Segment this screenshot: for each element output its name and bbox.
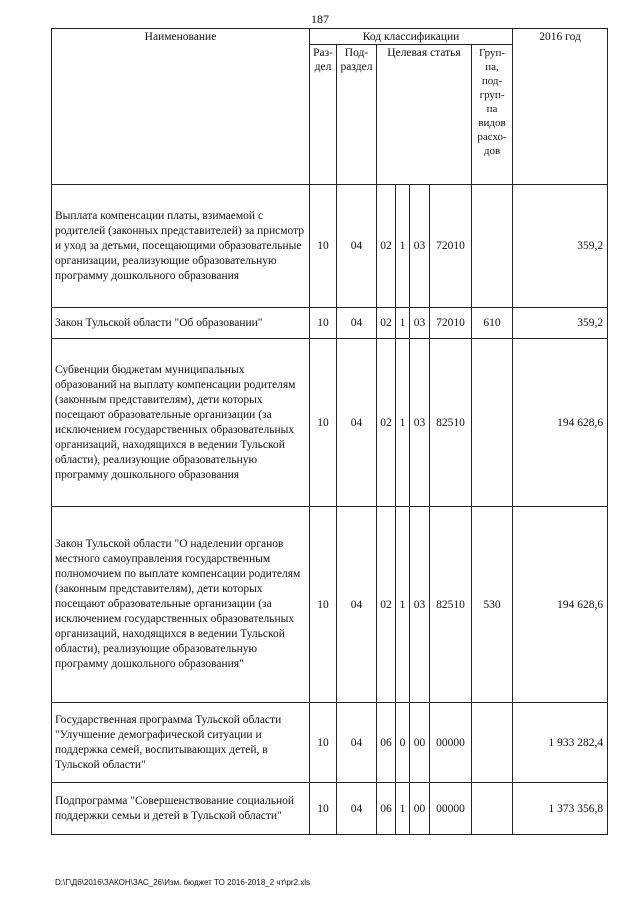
row-vid [472,703,513,783]
row-razdel: 10 [310,783,337,835]
row-razdel: 10 [310,339,337,507]
header-target: Целевая статья [377,45,472,181]
row-ts2: 1 [396,308,410,339]
row-ts4: 82510 [430,339,472,507]
header-section: Раз- дел [310,45,337,185]
row-ts1: 06 [377,703,396,783]
row-ts3: 03 [410,308,430,339]
row-ts2: 1 [396,507,410,703]
row-ts1: 02 [377,339,396,507]
row-vid: 530 [472,507,513,703]
row-podrazdel: 04 [337,507,377,703]
row-ts4: 00000 [430,783,472,835]
row-ts3: 03 [410,339,430,507]
row-podrazdel: 04 [337,703,377,783]
file-path-footer: D:\Г\Д6\2016\ЗАКОН\ЗАС_26\Изм. бюджет ТО 2016-2018_2 чт\pr2.xls [55,878,311,887]
row-ts4: 72010 [430,308,472,339]
header-name: Наименование [52,29,310,185]
row-name: Субвенции бюджетам муниципальных образований на выплату компенсации родителям (законным представителям), дети которых посещают образовательные организации (за исключением государственных образовательных организаций, находящихся в ведении Тульской области), реализующие образовательную программу дошкольного образования [52,339,310,507]
row-podrazdel: 04 [337,185,377,308]
row-ts4: 72010 [430,185,472,308]
row-razdel: 10 [310,507,337,703]
row-vid: 610 [472,308,513,339]
row-ts4: 00000 [430,703,472,783]
table-row [52,507,608,703]
row-podrazdel: 04 [337,308,377,339]
row-ts2: 0 [396,703,410,783]
row-ts1: 02 [377,308,396,339]
row-name: Закон Тульской области "Об образовании" [52,308,310,339]
row-vid [472,339,513,507]
row-amount: 1 933 282,4 [513,703,608,783]
header-year: 2016 год [513,29,608,185]
row-ts2: 1 [396,185,410,308]
row-razdel: 10 [310,185,337,308]
page-number: 187 [311,12,329,26]
row-ts1: 06 [377,783,396,835]
row-ts1: 02 [377,507,396,703]
header-row-top [52,29,608,45]
row-razdel: 10 [310,308,337,339]
row-vid [472,185,513,308]
row-ts1: 02 [377,185,396,308]
row-name: Закон Тульской области "О наделении органов местного самоуправления государственным полномочием по выплате компенсации родителям (законным представителям), дети которых посещают образовательные организации (за исключением государственных образовательных организаций, находящихся в ведении Тульской области), реализующие образовательную программу дошкольного образования" [52,507,310,703]
row-ts3: 00 [410,783,430,835]
row-name: Подпрограмма "Совершенствование социальной поддержки семьи и детей в Тульской области" [52,783,310,835]
table-row [52,703,608,783]
row-podrazdel: 04 [337,783,377,835]
table-row [52,185,608,308]
row-ts2: 1 [396,783,410,835]
row-amount: 359,2 [513,185,608,308]
row-podrazdel: 04 [337,339,377,507]
row-name: Выплата компенсации платы, взимаемой с родителей (законных представителей) за присмотр и уход за детьми, посещающими образовательные организации, реализующие образовательную программу дошкольного образования [52,185,310,308]
row-ts3: 03 [410,507,430,703]
row-ts2: 1 [396,339,410,507]
row-amount: 194 628,6 [513,507,608,703]
row-ts3: 00 [410,703,430,783]
row-razdel: 10 [310,703,337,783]
row-name: Государственная программа Тульской области "Улучшение демографической ситуации и поддержка семей, воспитывающих детей, в Тульской области" [52,703,310,783]
row-vid [472,783,513,835]
budget-table [51,28,608,835]
row-ts3: 03 [410,185,430,308]
table-row [52,339,608,507]
header-code-group: Код классификации [310,29,513,45]
row-amount: 359,2 [513,308,608,339]
header-expense-group: Груп- па, под- груп- па видов расхо- дов [472,45,513,185]
row-ts4: 82510 [430,507,472,703]
row-amount: 194 628,6 [513,339,608,507]
header-subsection: Под- раздел [337,45,377,185]
table-row [52,308,608,339]
table-row [52,783,608,835]
row-amount: 1 373 356,8 [513,783,608,835]
